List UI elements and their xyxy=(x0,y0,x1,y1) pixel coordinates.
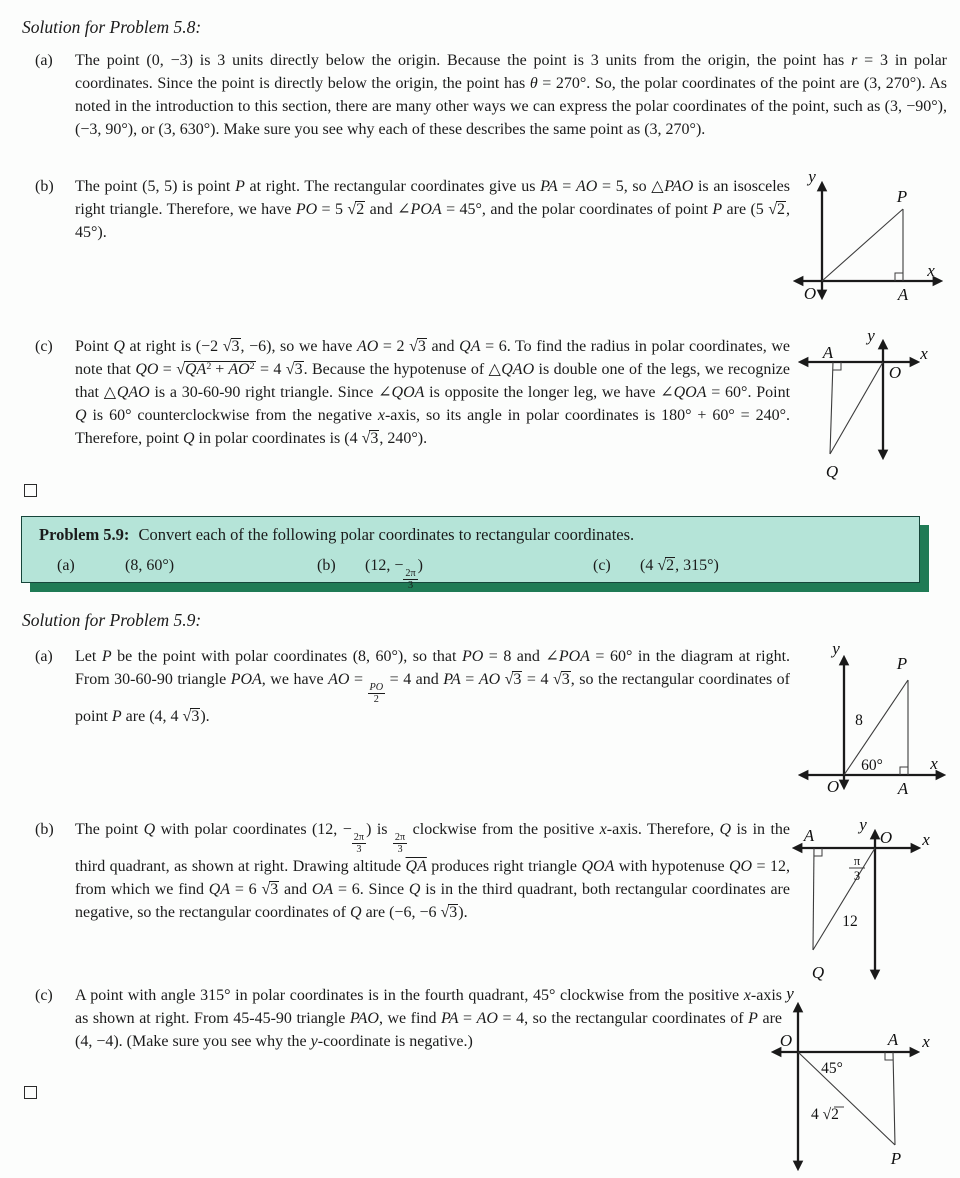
d2-label-x: x xyxy=(920,344,928,363)
segment-OP xyxy=(822,209,903,281)
segment-AQ xyxy=(813,848,814,950)
problem-number: Problem 5.9: xyxy=(39,525,130,544)
d4-label-Q: Q xyxy=(811,963,825,982)
diagram-5-9a xyxy=(795,632,955,802)
d2-label-A: A xyxy=(822,343,834,362)
d4-hypotenuse-length: 12 xyxy=(842,913,858,930)
d4-label-O: O xyxy=(879,828,893,847)
end-of-solution-marker xyxy=(24,484,37,497)
d3-label-x: x xyxy=(930,754,938,773)
d3-hypotenuse-length: 8 xyxy=(855,712,863,729)
d1-label-A: A xyxy=(897,285,909,304)
problem-item-c-label: (c) xyxy=(593,557,611,574)
solution-5-9-part-b xyxy=(35,818,790,924)
part-label: (c) xyxy=(35,338,53,355)
part-label: (b) xyxy=(35,821,54,838)
solution-5-9-heading: Solution for Problem 5.9: xyxy=(22,610,202,630)
d2-label-O: O xyxy=(888,363,902,382)
solution-5-9-part-c xyxy=(35,984,782,1053)
part-text: The point (5, 5) is point P at right. The rectangular coordinates give us PA = AO = 5, so △PAO is an isosceles right triangle. Therefore, we have PO = 5 √2 and ∠POA = 45°, and the polar coordinates of point P are (5 √2, 45°). xyxy=(75,178,791,241)
problem-title xyxy=(39,523,634,546)
d5-angle-label: 45° xyxy=(821,1060,843,1077)
right-angle-mark xyxy=(885,1052,893,1060)
problem-item-c-value: (4 √2, 315°) xyxy=(640,557,719,574)
d1-label-P: P xyxy=(896,187,908,206)
problem-statement: Convert each of the following polar coordinates to rectangular coordinates. xyxy=(138,525,635,544)
d3-angle-label: 60° xyxy=(861,757,883,774)
d1-label-O: O xyxy=(803,284,817,303)
right-angle-mark xyxy=(900,767,908,775)
part-label: (a) xyxy=(35,52,53,69)
diagram-5-8b xyxy=(790,164,950,316)
d5-label-y: y xyxy=(786,984,794,1003)
problem-5-9-box xyxy=(21,516,920,591)
d2-label-Q: Q xyxy=(825,462,839,481)
d5-label-A: A xyxy=(887,1030,899,1049)
solution-5-8-part-a xyxy=(35,49,947,141)
problem-item-a-value: (8, 60°) xyxy=(125,557,175,574)
solution-5-8-part-c xyxy=(35,335,790,450)
d4-label-A: A xyxy=(803,826,815,845)
segment-OP xyxy=(798,1052,895,1145)
d3-label-y: y xyxy=(832,639,840,658)
d1-label-y: y xyxy=(808,167,816,186)
solution-5-8-heading: Solution for Problem 5.8: xyxy=(22,17,202,37)
segment-AQ xyxy=(830,362,833,454)
d2-label-y: y xyxy=(867,326,875,345)
d1-label-x: x xyxy=(927,261,935,280)
part-text: A point with angle 315° in polar coordinates is in the fourth quadrant, 45° clockwise from the positive x-axis as shown at right. From 45-45-90 triangle PAO, we find PA = AO = 4, so the rectangular coordinates of P are (4, −4). (Make sure you see why the y-coordinate is negative.) xyxy=(75,987,783,1050)
diagram-5-9b xyxy=(790,812,960,994)
right-angle-mark xyxy=(895,273,903,281)
solution-5-8-part-b xyxy=(35,175,790,244)
part-label: (b) xyxy=(35,178,54,195)
part-label: (c) xyxy=(35,987,53,1004)
diagram-5-9c xyxy=(770,983,960,1178)
d4-angle-numerator: π xyxy=(853,854,861,868)
end-of-solution-marker xyxy=(24,1086,37,1099)
d4-label-x: x xyxy=(922,830,930,849)
part-text: Let P be the point with polar coordinates (8, 60°), so that PO = 8 and ∠POA = 60° in the diagram at right. From 30-60-90 triangle POA, we have AO = $\frac{PO}{2}$ = 4 and PA = AO √3 = 4 √3, so the rectangular coordinates of point P are (4, 4 √3). xyxy=(75,648,791,726)
right-angle-mark xyxy=(814,848,822,856)
d5-label-x: x xyxy=(922,1032,930,1051)
solution-5-9-part-a xyxy=(35,645,790,728)
d3-label-P: P xyxy=(896,654,908,673)
problem-item-b-value: (12, − $\frac{2\pi}{3}$ ) xyxy=(365,557,423,591)
segment-OQ xyxy=(830,362,883,454)
problem-item-a-label: (a) xyxy=(57,557,75,574)
diagram-5-8c xyxy=(795,326,960,504)
segment-OQ xyxy=(813,848,875,950)
d5-hypotenuse-length: 4 √2 xyxy=(811,1106,839,1123)
d5-label-O: O xyxy=(779,1031,793,1050)
part-text: The point (0, −3) is 3 units directly below the origin. Because the point is 3 units from the origin, the point has r = 3 in polar coordinates. Since the point is directly below the origin, the point has θ = 270°. So, the polar coordinates of the point are (3, 270°). As noted in the introduction to this section, there are many other ways we can express the polar coordinates of the point, such as (3, −90°), (−3, 90°), or (3, 630°). Make sure you see why each of these describes the same point as (3, 270°). xyxy=(75,52,948,138)
part-text: The point Q with polar coordinates (12, − $\frac{2\pi}{3}$ ) is $\frac{2\pi}{3}$ clockwise from the positive x-axis. Therefore, Q is in the third quadrant, as shown at right. Drawing altitude $\overline{QA}$ produces right triangle QOA with hypotenuse QO = 12, from which we find QA = 6 √3 and OA = 6. Since Q is in the third quadrant, both rectangular coordinates are negative, so the rectangular coordinates of Q are (−6, −6 √3). xyxy=(75,821,791,922)
right-angle-mark xyxy=(833,362,841,370)
part-text: Point Q at right is (−2 √3, −6), so we have AO = 2 √3 and QA = 6. To find the radius in polar coordinates, we note that QO = $√QA^2 + AO^2 = 4$ √3. Because the hypotenuse of △QAO is double one of the legs, we recognize that △QAO is a 30-60-90 right triangle. Since ∠QOA is opposite the longer leg, we have ∠QOA = 60°. Point Q is 60° counterclockwise from the negative x-axis, so its angle in polar coordinates is 180° + 60° = 240°. Therefore, point Q in polar coordinates is (4 √3, 240°). xyxy=(75,338,791,447)
d5-label-P: P xyxy=(890,1149,902,1168)
d4-angle-denominator: 3 xyxy=(853,869,861,883)
d3-label-A: A xyxy=(897,779,909,798)
part-label: (a) xyxy=(35,648,53,665)
d3-label-O: O xyxy=(826,777,840,796)
d4-label-y: y xyxy=(859,815,867,834)
problem-item-b-label: (b) xyxy=(317,557,336,574)
segment-AP xyxy=(893,1052,895,1145)
